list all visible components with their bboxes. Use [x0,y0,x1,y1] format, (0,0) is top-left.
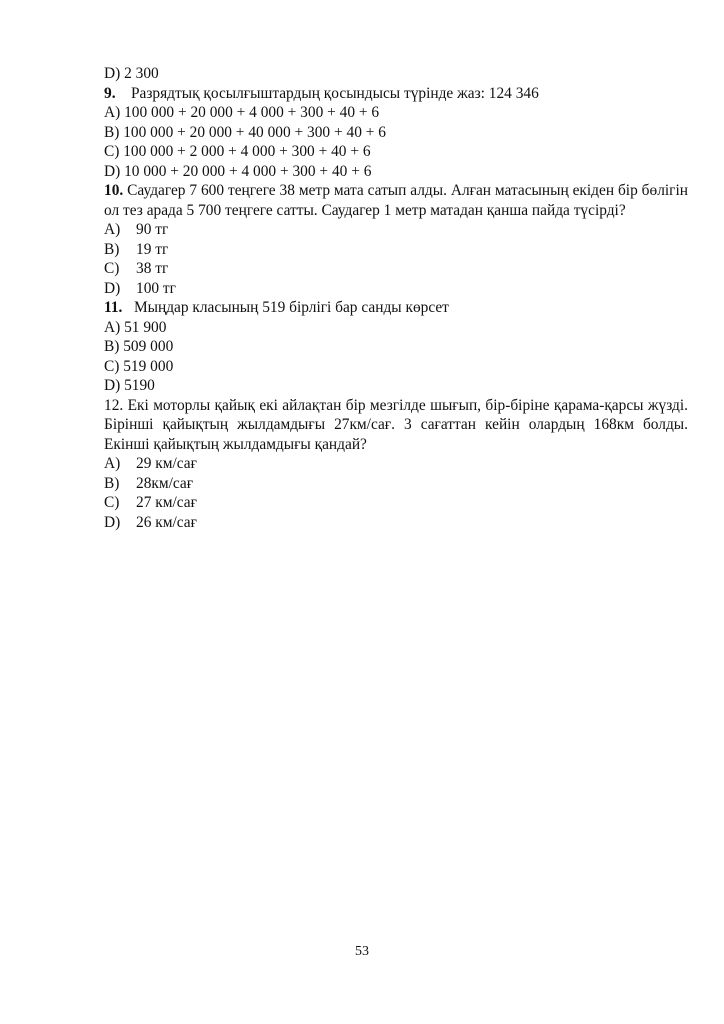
q12-option-b-value: 28км/сағ [136,474,194,492]
question-9-text: Разрядтық қосылғыштардың қосындысы түрінде жаз: 124 346 [130,84,539,102]
q10-option-d [104,279,688,299]
q12-option-c [104,493,688,513]
question-11 [104,298,688,318]
q10-option-c [104,259,688,279]
question-11-text: Мыңдар класының 519 бірлігі бар санды көрсет [133,299,449,316]
question-11-number: 11. [104,299,123,316]
q11-option-a: A) 51 900 [104,318,167,336]
q10-option-c-value: 38 тг [136,260,169,277]
document-body [104,64,688,532]
q12-option-a-letter: A) [104,455,121,472]
q9-option-b: B) 100 000 + 20 000 + 40 000 + 300 + 40 + 6 [104,123,386,141]
question-9-number: 9. [104,84,116,102]
q12-option-d-value: 26 км/сағ [136,513,197,531]
q9-option-a: A) 100 000 + 20 000 + 4 000 + 300 + 40 + 6 [104,104,380,121]
q11-option-b: B) 509 000 [104,338,174,355]
prev-answer-option: D) 2 300 [104,65,159,82]
q11-option-c: C) 519 000 [104,357,174,375]
q12-option-a-value: 29 км/сағ [136,455,197,472]
q10-option-d-letter: D) [104,279,121,297]
q10-option-b [104,240,688,260]
q12-option-d [104,513,688,533]
question-9 [104,84,688,104]
q12-option-c-value: 27 км/сағ [136,494,197,511]
q10-option-a [104,220,688,240]
question-12: 12. Екі моторлы қайық екі айлақтан бір мезгілде шығып, бір-біріне қарама-қарсы жүзді. Бірінші қайықтың жылдамдығы 27км/сағ. 3 сағаттан кейін олардың 168км болды. Екінші қайықтың жылдамдығы қандай? [104,396,688,453]
q10-option-a-value: 90 тг [136,221,169,238]
question-10-text: Саудагер 7 600 теңгеге 38 метр мата сатып алды. Алған матасының екіден бір бөлігін ол тез арада 5 700 теңгеге сатты. Саудагер 1 метр матадан қанша пайда түсірді? [104,182,688,219]
q10-option-a-letter: A) [104,221,121,238]
question-10 [104,181,688,220]
q12-option-d-letter: D) [104,513,121,531]
q10-option-b-letter: B) [104,240,120,258]
q9-option-d: D) 10 000 + 20 000 + 4 000 + 300 + 40 + 6 [104,162,372,180]
q9-option-c: C) 100 000 + 2 000 + 4 000 + 300 + 40 + 6 [104,143,371,160]
q11-option-d: D) 5190 [104,377,155,394]
q10-option-b-value: 19 тг [136,240,169,258]
q12-option-a [104,454,688,474]
q12-option-b-letter: B) [104,474,120,492]
q10-option-c-letter: C) [104,260,120,277]
q12-option-c-letter: C) [104,494,120,511]
q10-option-d-value: 100 тг [136,279,176,297]
question-10-number: 10. [104,182,124,199]
page-number: 53 [355,944,369,959]
q12-option-b [104,474,688,494]
